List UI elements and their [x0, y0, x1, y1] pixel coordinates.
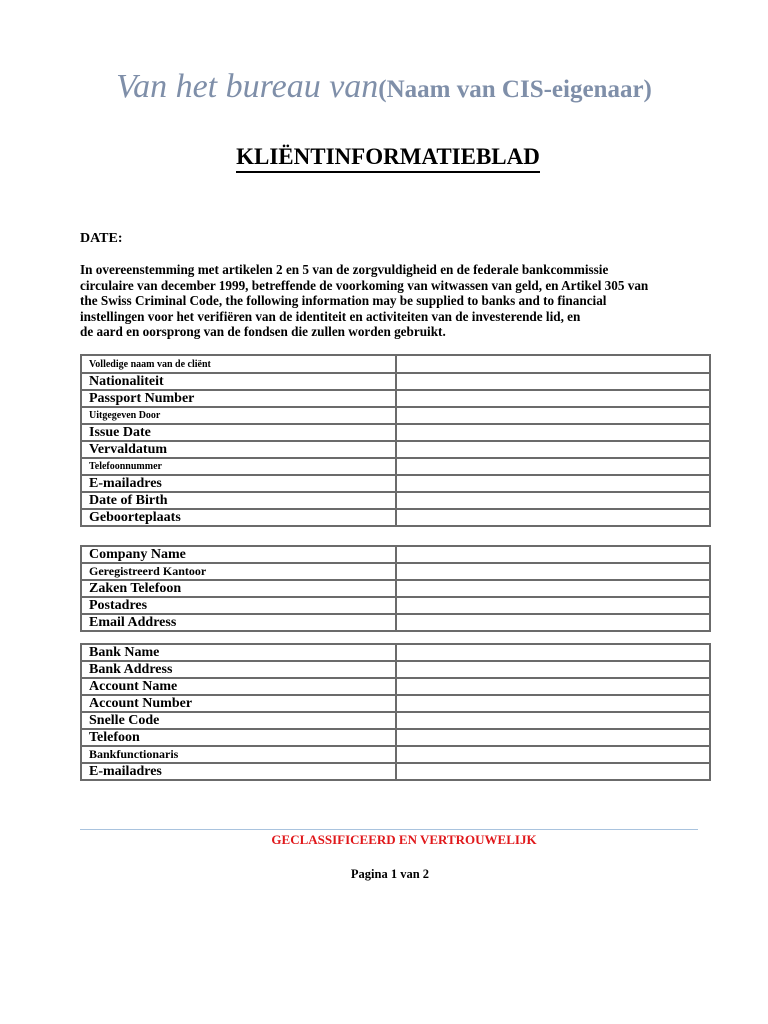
field-value-bank-officer[interactable]	[396, 746, 710, 763]
field-value-email[interactable]	[396, 475, 710, 492]
intro-line: circulaire van december 1999, betreffende de voorkoming van witwassen van geld, en Artikel 305 van	[80, 277, 649, 293]
owner-placeholder: (Naam van CIS-eigenaar)	[378, 76, 652, 103]
intro-line: In overeenstemming met artikelen 2 en 5 van de zorgvuldigheid en de federale bankcommissie	[80, 262, 609, 277]
field-value-issue-date[interactable]	[396, 424, 710, 441]
field-value-full-name[interactable]	[396, 355, 710, 373]
company-info-table	[80, 545, 711, 632]
page-title	[0, 144, 768, 173]
client-info-table	[80, 354, 711, 527]
field-value-phone[interactable]	[396, 458, 710, 475]
field-label-company-email: Email Address	[81, 614, 396, 631]
intro-paragraph	[80, 262, 680, 340]
field-label-bank-name: Bank Name	[81, 644, 396, 661]
field-label-account-name: Account Name	[81, 678, 396, 695]
field-value-issued-by[interactable]	[396, 407, 710, 424]
field-value-passport-number[interactable]	[396, 390, 710, 407]
field-value-swift-code[interactable]	[396, 712, 710, 729]
field-label-issued-by: Uitgegeven Door	[81, 407, 396, 424]
field-value-account-number[interactable]	[396, 695, 710, 712]
field-label-postal-address: Postadres	[81, 597, 396, 614]
field-value-postal-address[interactable]	[396, 597, 710, 614]
field-value-bank-name[interactable]	[396, 644, 710, 661]
field-value-company-email[interactable]	[396, 614, 710, 631]
intro-line: the Swiss Criminal Code, the following information may be supplied to banks and to financial	[80, 293, 607, 309]
intro-line: instellingen voor het verifiëren van de identiteit en activiteiten van de investerende lid, en	[80, 308, 581, 324]
field-label-account-number: Account Number	[81, 695, 396, 712]
field-label-place-of-birth: Geboorteplaats	[81, 509, 396, 526]
field-label-business-phone: Zaken Telefoon	[81, 580, 396, 597]
field-value-date-of-birth[interactable]	[396, 492, 710, 509]
page-title-text: KLIËNTINFORMATIEBLAD	[236, 144, 540, 173]
field-value-nationality[interactable]	[396, 373, 710, 390]
classification-label: GECLASSIFICEERD EN VERTROUWELIJK	[271, 832, 537, 847]
page-number: Pagina 1 van 2	[350, 867, 430, 881]
field-label-registered-office: Geregistreerd Kantoor	[81, 563, 396, 580]
field-label-bank-phone: Telefoon	[81, 729, 396, 746]
office-prefix: Van het bureau van	[116, 68, 379, 105]
field-value-business-phone[interactable]	[396, 580, 710, 597]
footer-divider	[80, 829, 698, 830]
field-label-nationality: Nationaliteit	[81, 373, 396, 390]
field-label-full-name: Volledige naam van de cliënt	[81, 355, 396, 373]
field-label-email: E-mailadres	[81, 475, 396, 492]
field-value-company-name[interactable]	[396, 546, 710, 563]
field-label-bank-address: Bank Address	[81, 661, 396, 678]
field-value-place-of-birth[interactable]	[396, 509, 710, 526]
field-value-bank-address[interactable]	[396, 661, 710, 678]
field-label-issue-date: Issue Date	[81, 424, 396, 441]
intro-line: de aard en oorsprong van de fondsen die zullen worden gebruikt.	[80, 324, 446, 340]
bank-info-table	[80, 643, 711, 781]
field-label-passport-number: Passport Number	[81, 390, 396, 407]
field-value-registered-office[interactable]	[396, 563, 710, 580]
field-label-company-name: Company Name	[81, 546, 396, 563]
field-label-bank-officer: Bankfunctionaris	[81, 746, 396, 763]
date-label: DATE:	[80, 231, 123, 246]
field-value-bank-phone[interactable]	[396, 729, 710, 746]
field-label-phone: Telefoonnummer	[81, 458, 396, 475]
document-header	[0, 68, 768, 106]
field-label-expiry-date: Vervaldatum	[81, 441, 396, 458]
field-value-account-name[interactable]	[396, 678, 710, 695]
field-value-bank-email[interactable]	[396, 763, 710, 780]
field-value-expiry-date[interactable]	[396, 441, 710, 458]
field-label-swift-code: Snelle Code	[81, 712, 396, 729]
field-label-date-of-birth: Date of Birth	[81, 492, 396, 509]
field-label-bank-email: E-mailadres	[81, 763, 396, 780]
